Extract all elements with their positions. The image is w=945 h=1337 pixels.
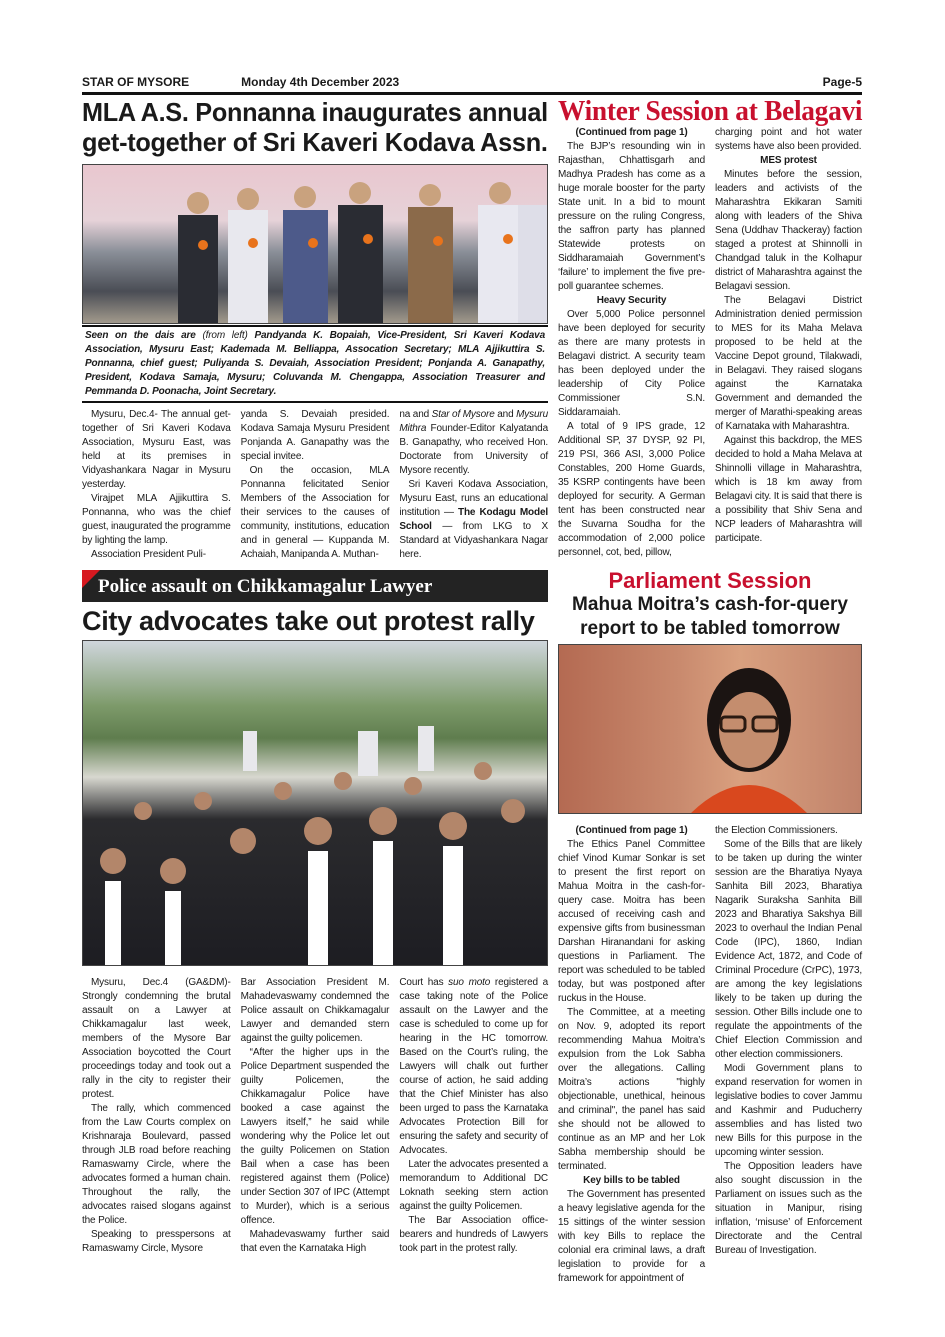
paragraph: The Belagavi District Administration denied permission to MES for its Maha Melava proposed to be held at the Vaccine Depot ground, Tilakwadi, in Belagavi. They raised slogans against the Karnataka Government and demanded the merger of Marathi-speaking areas of Karnataka with Maharashtra. [715, 295, 862, 432]
paragraph: Bar Association President M. Mahadevaswamy condemned the Police assault on Chikkamagalur Lawyer and demanded stern against the guilty policemen. [240, 977, 390, 1044]
kicker-text: Police assault on Chikkamagalur Lawyer [98, 576, 433, 597]
paragraph: yanda S. Devaiah presided. Kodava Samaja Mysuru President Ponjanda A. Ganapathy was the special invitee. [240, 409, 390, 462]
dais-photo [82, 164, 548, 324]
story4-headline [558, 593, 862, 641]
paragraph: The Government has presented a heavy legislative agenda for the 15 sittings of the winter session with key Bills to replace the colonial era criminal laws, a draft legislation to provide for a framework for appointment of [558, 1189, 705, 1284]
lawyers-crowd-illustration [83, 641, 548, 966]
paragraph: Sri Kaveri Kodava Association, Mysuru East, runs an educational institution — The Kodagu Model School — from LKG to X Standard at Vidyashankara Nagar here. [399, 479, 549, 560]
paragraph: The Committee, at a meeting on Nov. 9, adopted its report recommending Mahua Moitra’s expulsion from the Lok Sabha over the allegations. Calling Moitra’s actions "highly objectionable, unethical, heinous and criminal", the panel has said she should not be allowed to continue as an MP and her Lok Sabha membership should be terminated. [558, 1007, 705, 1172]
kicker-banner [82, 570, 548, 602]
paragraph: Minutes before the session, leaders and activists of the Maharashtra Ekikaran Samiti along with leaders of the Shiva Sena (Uddhav Thackeray) faction staged a protest at Shinnolli in Chandgad taluk in the Kolhapur district of Maharashtra against the Belagavi session. [715, 169, 862, 292]
story2-body [82, 976, 548, 1256]
caption-from: (from left) [202, 330, 248, 341]
subheading: MES protest [760, 155, 817, 166]
dais-photo-caption [82, 325, 548, 403]
paragraph: Modi Government plans to expand reservation for women in legislative bodies to cover Jammu and Kashmir and Puducherry assemblies and has listed two new Bills for this purpose in the upcoming winter session. [715, 1063, 862, 1158]
caption-lead: Seen on the dais are [85, 330, 196, 341]
headline-line: MLA A.S. Ponnanna inaugurates annual [82, 97, 548, 127]
paper-name: STAR OF MYSORE [82, 75, 190, 89]
story1-body [82, 408, 548, 562]
continued-note: (Continued from page 1) [575, 127, 688, 138]
paragraph: Against this backdrop, the MES decided to hold a Maha Melava at Shinnolli village in Maharashtra, which is 18 km away from Belagavi city. It is said that there is a possibility that Shiv Sena and NCP leaders of Maharashtra will participate. [715, 435, 862, 544]
story2-headline [82, 606, 548, 636]
paragraph: The Bar Association office-bearers and hundreds of Lawyers took part in the protest rally. [399, 1215, 549, 1254]
kicker-text: Parliament Session [608, 568, 812, 593]
left-column [82, 97, 548, 1256]
story4-body [558, 824, 862, 1286]
paragraph: charging point and hot water systems have also been provided. [715, 127, 862, 152]
page-number: Page-5 [822, 75, 862, 89]
continued-note: (Continued from page 1) [575, 825, 688, 836]
paragraph: Court has suo moto registered a case taking note of the Police assault on the Lawyer and the case is scheduled to come up for hearing in the HC tomorrow. Based on the Court’s ruling, the Lawyers will chalk out further course of action, he said adding that the Chief Minister has also been urged to pass the Karnataka Advocates Protection Bill for ensuring the safety and security of Advocates. [399, 977, 549, 1156]
story3-headline [558, 96, 862, 126]
red-corner-marker [82, 570, 100, 588]
headline-line: City advocates take out protest rally [82, 606, 535, 636]
issue-date: Monday 4th December 2023 [241, 75, 400, 89]
right-column [558, 96, 862, 1286]
paragraph: na and Star of Mysore and Mysuru Mithra Founder-Editor Kalyatanda B. Ganapathy, who received Hon. Doctorate from University of Mysore recently. [399, 409, 549, 476]
headline-line: get-together of Sri Kaveri Kodava Assn. [82, 127, 548, 157]
paragraph: The Ethics Panel Committee chief Vinod Kumar Sonkar is set to present the first report on Mahua Moitra in the cash-for-query case. Moitra has been accused of receiving cash and expensive gifts from businessman Darshan Hiranandani for asking questions in Parliament. The report was scheduled to be tabled today, but was postponed after ruckus in the House. [558, 839, 705, 1004]
story1-headline [82, 97, 548, 157]
mahua-moitra-photo [558, 644, 862, 814]
dais-people-illustration [83, 165, 548, 324]
paragraph: Mysuru, Dec.4 (GA&DM)- Strongly condemning the brutal assault on a Lawyer at Chikkamagalur last week, members of the Mysore Bar Association boycotted the Court proceedings today and took out a rally in the city to register their protest. [82, 977, 231, 1100]
paragraph: Speaking to presspersons at Ramaswamy Circle, Mysore [82, 1229, 231, 1254]
paragraph: The BJP’s resounding win in Rajasthan, Chhattisgarh and Madhya Pradesh has come as a huge morale booster for the party State unit. In a bid to mount pressure on the ruling Congress, the saffron party has planned Statewide protests on Siddharamaiah Government’s ‘failure’ to implement the five pre-poll guarantee schemes. [558, 141, 705, 292]
paragraph: Virajpet MLA Ajjikuttira S. Ponnanna, who was the chief guest, inaugurated the programme by lighting the lamp. [82, 493, 231, 546]
headline-line: Winter Session at Belagavi [558, 95, 863, 127]
paragraph: Mysuru, Dec.4- The annual get-together of Sri Kaveri Kodava Association, Mysuru East, was held at its premises in Vidyashankara Nagar in Mysuru yesterday. [82, 409, 231, 490]
paragraph: Some of the Bills that are likely to be taken up during the winter session are the Bharatiya Nyaya Sanhita Bill 2023, Bharatiya Nagarik Suraksha Sanhita Bill 2023 and Bharatiya Sakshya Bill 2023 to overhaul the Indian Penal Code (IPC), 1860, Indian Evidence Act, 1872, and Code of Criminal Procedure (CrPC), 1973, are among the key legislations likely to be taken up during the session. Other Bills include one to regulate the appointments of the Chief Election Commission and other election commissioners. [715, 839, 862, 1060]
subheading: Key bills to be tabled [583, 1175, 680, 1186]
paragraph: The rally, which commenced from the Law Courts complex on Krishnaraja Boulevard, passed through JLB road before reaching Ramaswamy Circle, where the advocates formed a human chain. Throughout the rally, the advocates raised slogans against the Police. [82, 1103, 231, 1226]
paragraph: the Election Commissioners. [715, 825, 838, 836]
paragraph: The Opposition leaders have also sought discussion in the Parliament on issues such as the situation in Manipur, rising inflation, ‘misuse’ of Enforcement Directorate and the Central Bureau of Investigation. [715, 1161, 862, 1256]
protest-rally-photo [82, 640, 548, 966]
paragraph: Later the advocates presented a memorandum to Additional DC Loknath seeking stern action against the guilty Policemen. [399, 1159, 549, 1212]
paragraph: On the occasion, MLA Ponnanna felicitated Senior Members of the Association for their services to the causes of community, institutions, education and in general — Kuppanda M. Achaiah, Manipanda A. Muthan- [240, 465, 390, 560]
headline-line: report to be tabled tomorrow [580, 618, 840, 639]
subheading: Heavy Security [596, 295, 667, 306]
paragraph: Association President Puli- [91, 549, 206, 560]
paragraph: Over 5,000 Police personnel have been deployed for security as there are many protests in Belagavi district. A security team has been deployed under the leadership of City Police Commissioner S.N. Siddaramaiah. [558, 309, 705, 418]
portrait-illustration [559, 645, 862, 814]
story4-kicker [558, 568, 862, 593]
caption-text: Pandyanda K. Bopaiah, Vice-President, Sri Kaveri Kodava Association, Mysuru East; Kademada M. Belliappa, Assocation Secretary; MLA Ajjikuttira S. Ponnanna, chief guest; Puliyanda S. Devaiah, Association President; Ponjanda A. Ganapathy, President, Kodava Samaja, Mysuru; Coluvanda M. Chengappa, Association Treasurer and Pemmanda D. Poonacha, Joint Secretary. [85, 330, 545, 397]
story3-body [558, 126, 862, 560]
paragraph: Mahadevaswamy further said that even the Karnataka High [240, 1229, 390, 1254]
page-header [82, 75, 862, 91]
headline-line: Mahua Moitra’s cash-for-query [572, 594, 848, 615]
paragraph: “After the higher ups in the Police Department suspended the guilty Policemen, the Chikkamagalur Police have booked a case against the Lawyers itself,” he said while wondering why the Police let out the guilty Policemen on Station Bail when a case has been registered against them (Police) under Section 307 of IPC (Attempt to Murder), which is a serious offence. [240, 1047, 390, 1226]
paragraph: A total of 9 IPS grade, 12 Additional SP, 37 DYSP, 92 PI, 219 PSI, 366 ASI, 3,000 Police Constables, 200 Home Guards, 35 KSRP contingents have been deployed for security. A German tent has been constructed near the Suvarna Soudha for the accommodation of 2,000 police personnel, cot, bed, pillow, [558, 421, 705, 558]
